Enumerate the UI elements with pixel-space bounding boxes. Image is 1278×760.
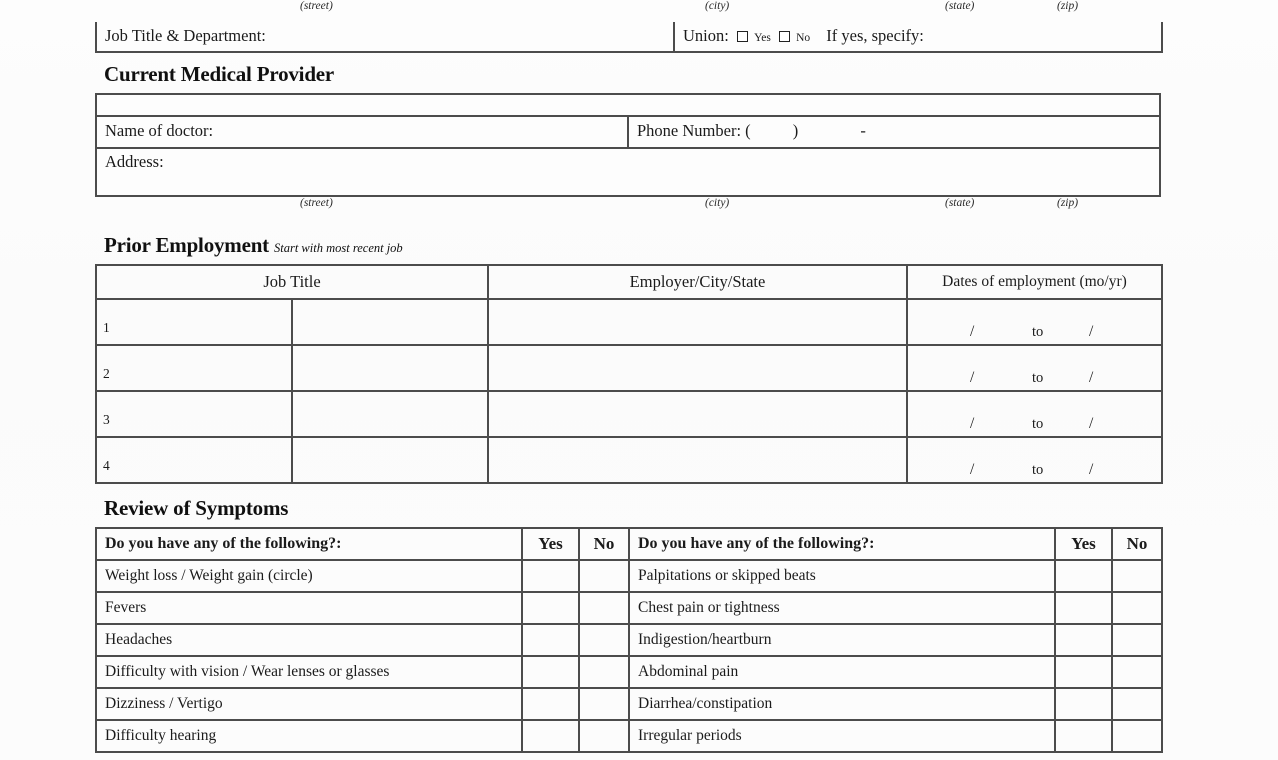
- job-title-label: Job Title & Department:: [105, 25, 266, 45]
- provider-spacer-cell: [96, 94, 1160, 116]
- form-content: [95, 0, 1161, 753]
- review-of-symptoms-heading: Review of Symptoms: [104, 496, 289, 520]
- symptom-no-box-left[interactable]: [579, 720, 629, 752]
- date-to-word: to: [1032, 370, 1044, 386]
- symptom-label-left: Fevers: [96, 592, 522, 624]
- symptom-label-right: Irregular periods: [629, 720, 1055, 752]
- symptom-yes-box-left[interactable]: [522, 656, 579, 688]
- symptom-label-right: Palpitations or skipped beats: [629, 560, 1055, 592]
- employment-employer-cell[interactable]: [488, 345, 907, 391]
- employment-job-title-cell[interactable]: [292, 299, 488, 345]
- symptom-label-left: Difficulty with vision / Wear lenses or glasses: [96, 656, 522, 688]
- symptom-row: [96, 592, 1162, 624]
- phone-paren-close: ): [792, 121, 799, 141]
- date-from-slash: /: [970, 415, 975, 432]
- symptom-yes-box-left[interactable]: [522, 688, 579, 720]
- symptom-yes-box-right[interactable]: [1055, 688, 1112, 720]
- col-header-employer: Employer/City/State: [488, 265, 907, 299]
- doctor-name-cell[interactable]: [96, 116, 628, 148]
- symptom-row: [96, 688, 1162, 720]
- prior-employment-subtitle: Start with most recent job: [273, 241, 403, 255]
- symptom-no-box-right[interactable]: [1112, 688, 1162, 720]
- col-header-dates: Dates of employment (mo/yr): [907, 265, 1162, 299]
- employment-row-number: 2: [96, 345, 292, 391]
- symptoms-yes-header-right: Yes: [1055, 528, 1112, 560]
- date-to-word: to: [1032, 416, 1044, 432]
- provider-caption-city: (city): [705, 197, 730, 209]
- employment-employer-cell[interactable]: [488, 391, 907, 437]
- symptoms-yes-header-left: Yes: [522, 528, 579, 560]
- prior-employment-title: Prior Employment: [104, 233, 269, 257]
- top-caption-city: (city): [705, 0, 730, 12]
- date-from-slash: /: [970, 323, 975, 340]
- symptom-label-left: Weight loss / Weight gain (circle): [96, 560, 522, 592]
- symptom-no-box-left[interactable]: [579, 624, 629, 656]
- date-range-group: [908, 346, 1161, 390]
- medical-provider-heading: Current Medical Provider: [104, 62, 335, 86]
- doctor-phone-cell[interactable]: [628, 116, 1160, 148]
- date-range-group: [908, 300, 1161, 344]
- employment-row: [96, 345, 1162, 391]
- symptom-yes-box-left[interactable]: [522, 592, 579, 624]
- provider-address-label: Address:: [105, 152, 164, 171]
- symptoms-no-header-right: No: [1112, 528, 1162, 560]
- union-cell[interactable]: [674, 22, 1162, 52]
- symptom-row: [96, 624, 1162, 656]
- employment-dates-cell[interactable]: [907, 437, 1162, 483]
- symptom-no-box-left[interactable]: [579, 560, 629, 592]
- symptom-no-box-right[interactable]: [1112, 720, 1162, 752]
- symptom-yes-box-right[interactable]: [1055, 560, 1112, 592]
- date-from-slash: /: [970, 369, 975, 386]
- table-header-row: [96, 265, 1162, 299]
- table-row: [96, 22, 1162, 52]
- symptom-yes-box-left[interactable]: [522, 624, 579, 656]
- symptom-yes-box-right[interactable]: [1055, 720, 1112, 752]
- symptoms-table: [95, 527, 1163, 753]
- employment-dates-cell[interactable]: [907, 299, 1162, 345]
- provider-caption-zip: (zip): [1057, 197, 1079, 209]
- date-to-slash: /: [1089, 369, 1094, 386]
- col-header-job-title: Job Title: [96, 265, 488, 299]
- table-row: [96, 94, 1160, 116]
- top-caption-street: (street): [300, 0, 333, 12]
- provider-address-captions: [95, 197, 1161, 219]
- employment-job-title-cell[interactable]: [292, 345, 488, 391]
- provider-caption-street: (street): [300, 197, 333, 209]
- phone-label: Phone Number: (: [637, 121, 751, 141]
- symptom-no-box-right[interactable]: [1112, 656, 1162, 688]
- date-to-slash: /: [1089, 323, 1094, 340]
- table-header-row: [96, 528, 1162, 560]
- symptom-no-box-right[interactable]: [1112, 592, 1162, 624]
- symptom-label-right: Diarrhea/constipation: [629, 688, 1055, 720]
- top-caption-zip: (zip): [1057, 0, 1079, 12]
- union-yes-checkbox[interactable]: [737, 31, 748, 42]
- symptom-no-box-left[interactable]: [579, 656, 629, 688]
- symptom-yes-box-right[interactable]: [1055, 592, 1112, 624]
- employment-dates-cell[interactable]: [907, 391, 1162, 437]
- provider-caption-state: (state): [945, 197, 975, 209]
- symptom-label-left: Dizziness / Vertigo: [96, 688, 522, 720]
- prior-employment-heading: [95, 219, 1161, 264]
- symptom-no-box-left[interactable]: [579, 688, 629, 720]
- symptom-yes-box-left[interactable]: [522, 560, 579, 592]
- job-title-cell[interactable]: [96, 22, 674, 52]
- top-address-captions: [95, 0, 1161, 22]
- union-no-checkbox[interactable]: [779, 31, 790, 42]
- phone-group: [629, 118, 1159, 145]
- employment-job-title-cell[interactable]: [292, 437, 488, 483]
- symptoms-no-header-left: No: [579, 528, 629, 560]
- employment-row: [96, 391, 1162, 437]
- date-to-word: to: [1032, 324, 1044, 340]
- symptom-no-box-right[interactable]: [1112, 560, 1162, 592]
- employment-row: [96, 437, 1162, 483]
- phone-dash: -: [860, 121, 866, 141]
- job-title-union-table: [95, 22, 1163, 53]
- symptoms-question-header-left: Do you have any of the following?:: [96, 528, 522, 560]
- symptom-row: [96, 656, 1162, 688]
- symptom-row: [96, 720, 1162, 752]
- employment-row-number: 3: [96, 391, 292, 437]
- symptom-label-right: Chest pain or tightness: [629, 592, 1055, 624]
- symptom-no-box-right[interactable]: [1112, 624, 1162, 656]
- top-caption-state: (state): [945, 0, 975, 12]
- symptom-label-right: Indigestion/heartburn: [629, 624, 1055, 656]
- union-yes-label: Yes: [754, 31, 771, 44]
- employment-row-number: 1: [96, 299, 292, 345]
- date-to-word: to: [1032, 462, 1044, 478]
- date-range-group: [908, 392, 1161, 436]
- provider-address-cell[interactable]: [96, 148, 1160, 196]
- employment-employer-cell[interactable]: [488, 299, 907, 345]
- table-row: [96, 116, 1160, 148]
- doctor-name-label: Name of doctor:: [105, 121, 214, 141]
- union-label: Union:: [683, 25, 729, 45]
- date-range-group: [908, 438, 1161, 482]
- employment-job-title-cell[interactable]: [292, 391, 488, 437]
- date-from-slash: /: [970, 461, 975, 478]
- symptom-yes-box-left[interactable]: [522, 720, 579, 752]
- employment-row: [96, 299, 1162, 345]
- symptom-row: [96, 560, 1162, 592]
- employment-employer-cell[interactable]: [488, 437, 907, 483]
- union-no-label: No: [796, 31, 811, 44]
- symptom-label-left: Headaches: [96, 624, 522, 656]
- union-specify-label: If yes, specify:: [826, 25, 924, 45]
- employment-dates-cell[interactable]: [907, 345, 1162, 391]
- prior-employment-table: [95, 264, 1163, 484]
- union-group: [675, 23, 1161, 50]
- date-to-slash: /: [1089, 461, 1094, 478]
- symptom-label-right: Abdominal pain: [629, 656, 1055, 688]
- symptom-no-box-left[interactable]: [579, 592, 629, 624]
- symptom-label-left: Difficulty hearing: [96, 720, 522, 752]
- symptoms-question-header-right: Do you have any of the following?:: [629, 528, 1055, 560]
- employment-row-number: 4: [96, 437, 292, 483]
- table-row: [96, 148, 1160, 196]
- medical-provider-table: [95, 93, 1161, 197]
- date-to-slash: /: [1089, 415, 1094, 432]
- symptom-yes-box-right[interactable]: [1055, 656, 1112, 688]
- symptom-yes-box-right[interactable]: [1055, 624, 1112, 656]
